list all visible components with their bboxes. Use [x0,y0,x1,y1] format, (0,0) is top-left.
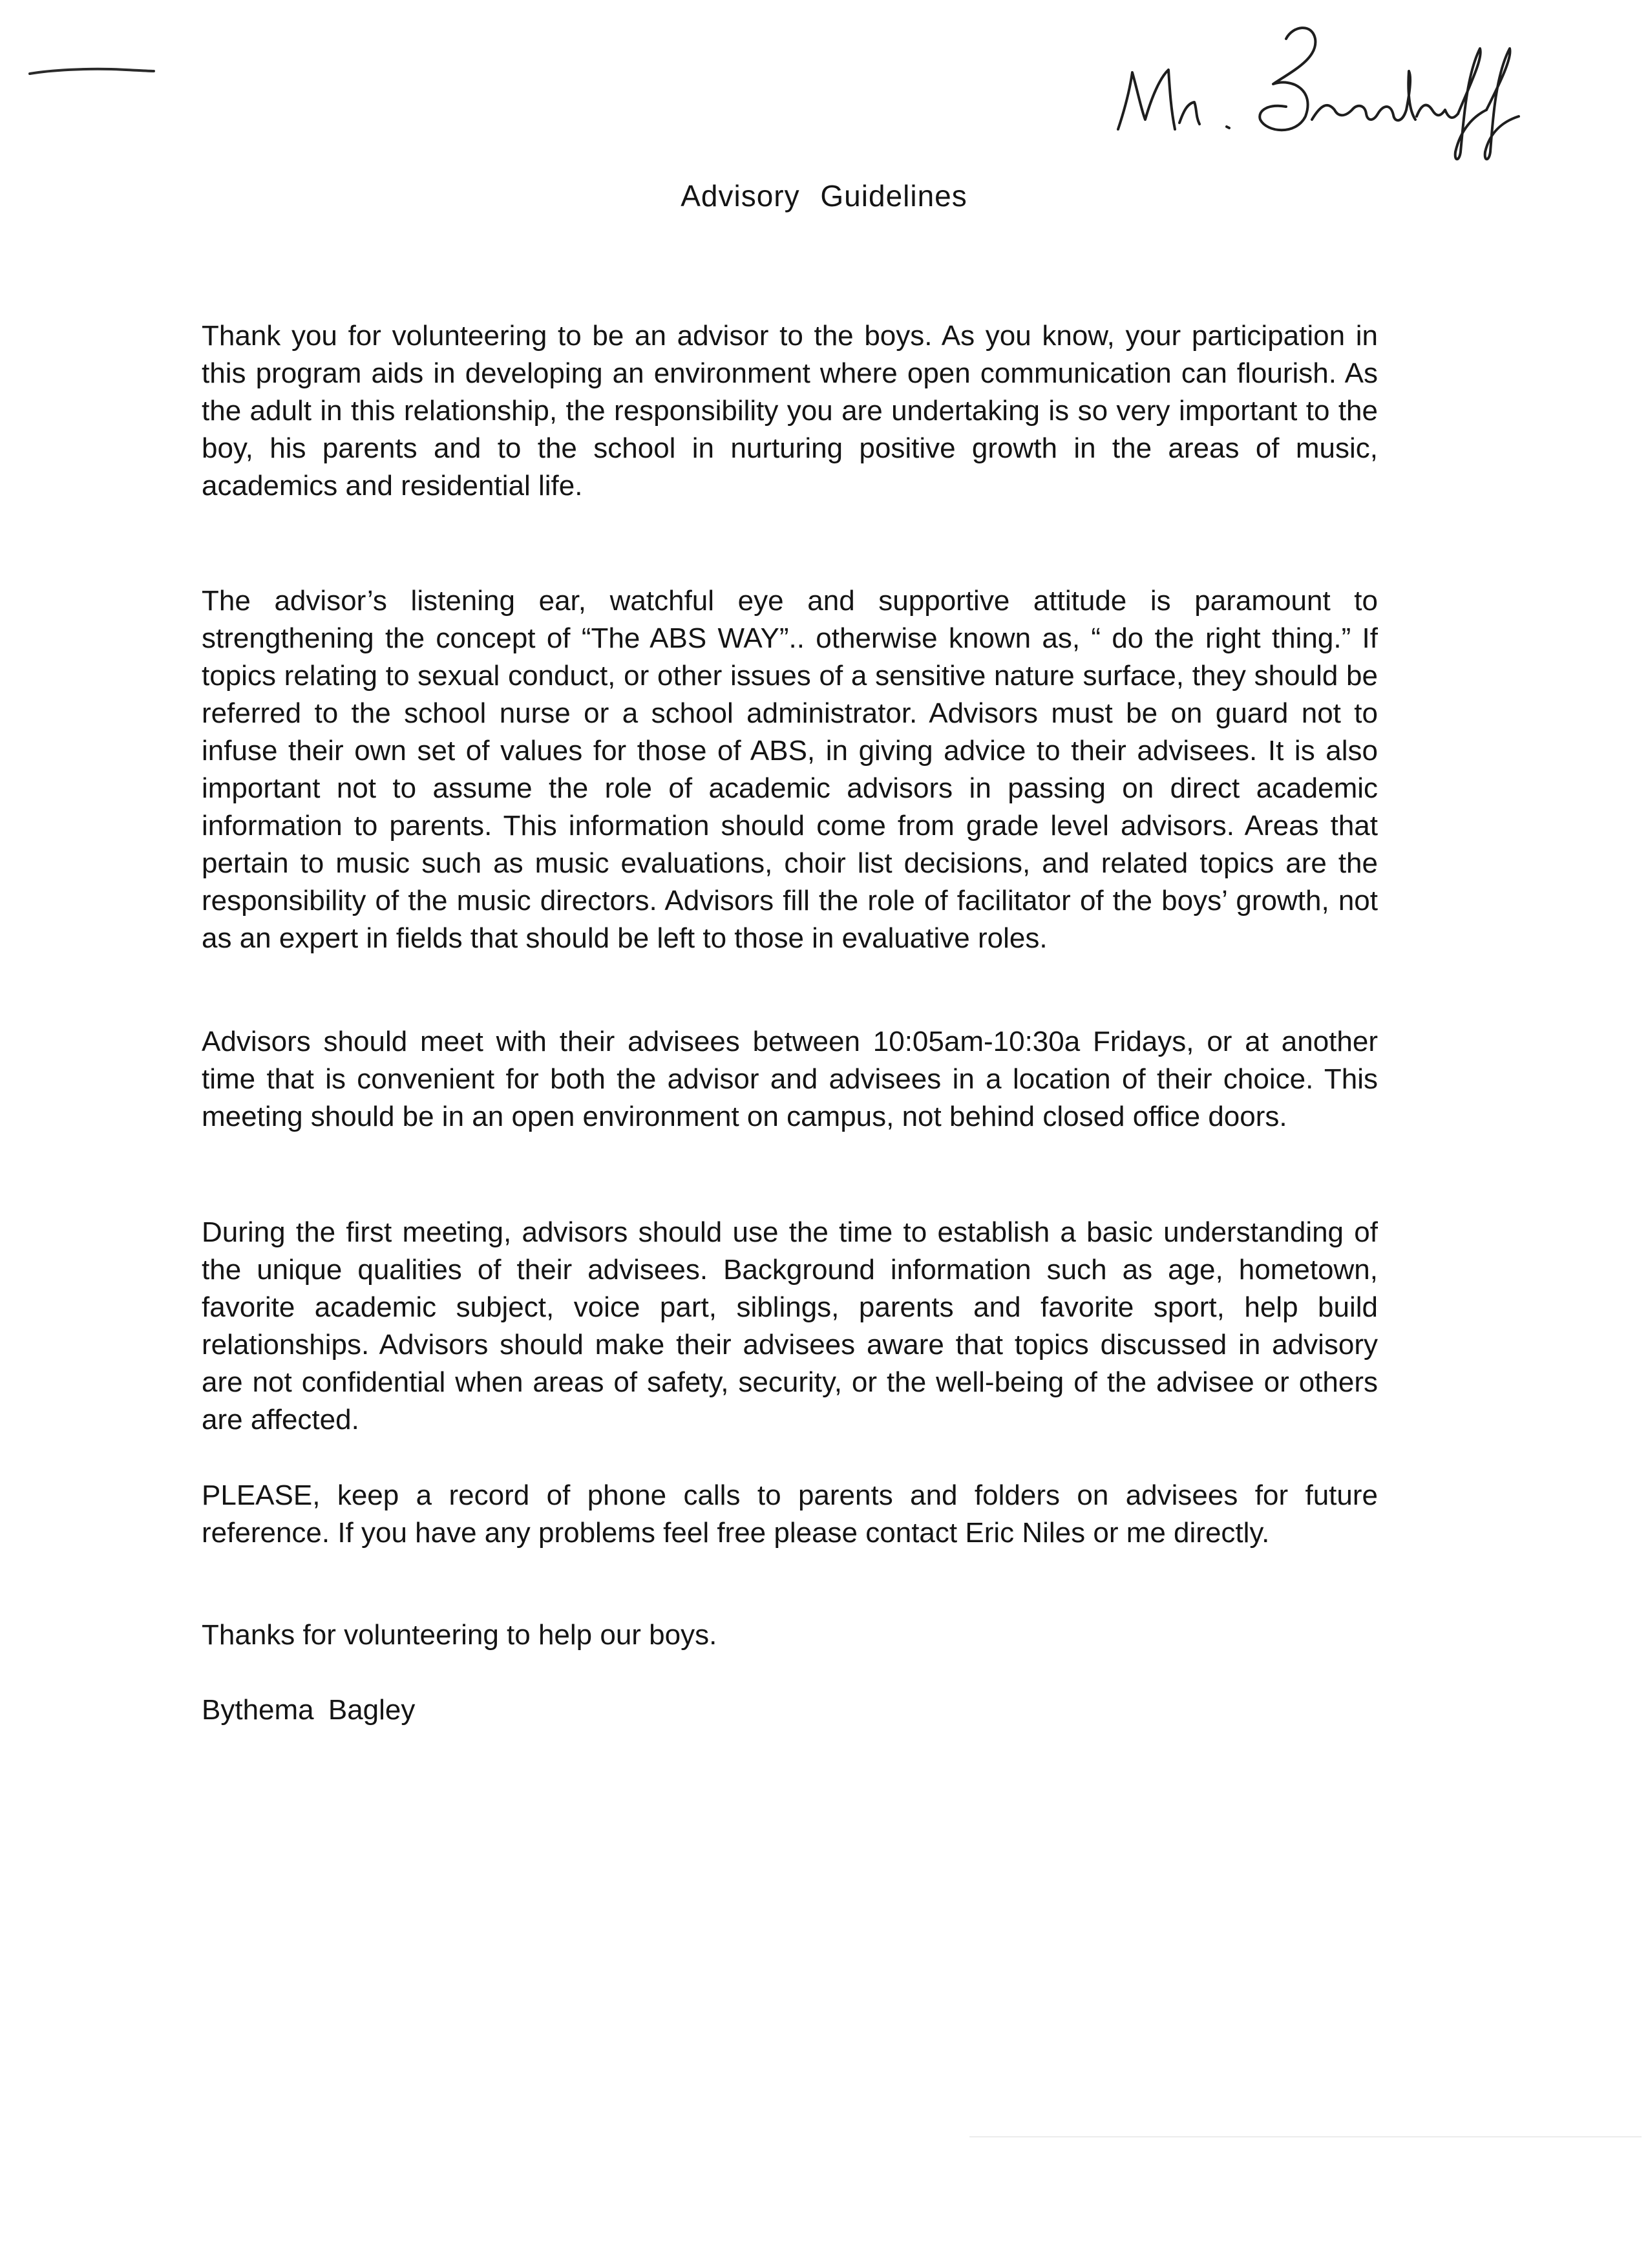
paragraph-thanks: Thanks for volunteering to help our boys. [202,1619,717,1651]
paragraph-first-meeting: During the first meeting, advisors should use the time to establish a basic understanding of the unique qualities of their advisees. Background information such as age, hometown, favorite academic subject, voice part, siblings, parents and favorite sport, help build relationships. Advisors should make their advisees aware that topics discussed in advisory are not confidential when areas of safety, security, or the well-being of the advisee or others are affected. [202,1216,1378,1436]
paragraph-intro: Thank you for volunteering to be an advisor to the boys. As you know, your participation in this program aids in developing an environment where open communication can flourish. As the adult in this relationship, the responsibility you are undertaking is so very important to the boy, his parents and to the school in nurturing positive growth in the areas of music, academics and residential life. [202,320,1378,502]
document-title: Advisory Guidelines [681,179,967,213]
handwritten-signature [1099,13,1564,168]
paragraph-records: PLEASE, keep a record of phone calls to parents and folders on advisees for future reference. If you have any problems feel free please contact Eric Niles or me directly. [202,1479,1378,1549]
paragraph-meeting-time: Advisors should meet with their advisees between 10:05am-10:30a Fridays, or at another time that is convenient for both the advisor and advisees in a location of their choice. This meeting should be in an open environment on campus, not behind closed office doors. [202,1026,1378,1132]
scan-edge-line [969,2136,1642,2137]
signature-name: Bythema Bagley [202,1694,416,1726]
scan-mark [27,63,156,80]
paragraph-advisor-role: The advisor’s listening ear, watchful eye and supportive attitude is paramount to strengthening the concept of “The ABS WAY”.. otherwise known as, “ do the right thing.” If topics relating to sexual conduct, or other issues of a sensitive nature surface, they should be referred to the school nurse or a school administrator. Advisors must be on guard not to infuse their own set of values for those of ABS, in giving advice to their advisees. It is also important not to assume the role of academic advisors in passing on direct academic information to parents. This information should come from grade level advisors. Areas that pertain to music such as music evaluations, choir list decisions, and related topics are the responsibility of the music directors. Advisors fill the role of facilitator of the boys’ growth, not as an expert in fields that should be left to those in evaluative roles. [202,585,1378,954]
